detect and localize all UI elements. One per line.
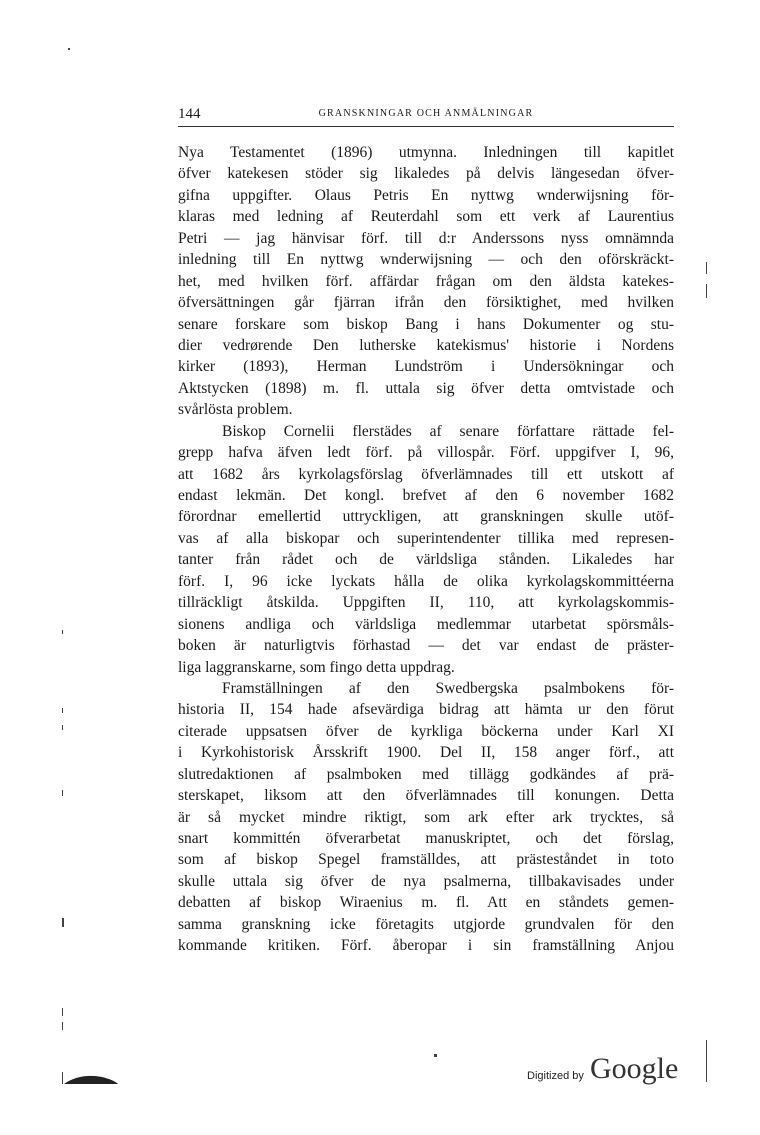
text-line — [178, 378, 674, 399]
text-line-content: öfver katekesen stöder sig likaledes på delvis längesedan öfver- — [178, 165, 674, 183]
text-line — [178, 571, 674, 592]
scan-artifact — [62, 1022, 63, 1030]
text-line — [178, 592, 674, 613]
page-header — [178, 106, 674, 128]
text-line-content: tanter från rådet och de världsliga stånden. Likaledes har — [178, 551, 674, 569]
text-line — [178, 549, 674, 570]
text-line-content: dier vedrørende Den lutherske katekismus' historie i Nordens — [178, 336, 674, 354]
text-line — [178, 399, 674, 420]
text-line-content: boken är naturligtvis förhastad — det var endast de präster- — [178, 637, 674, 655]
text-line-content: slutredaktionen af psalmboken med tillägg godkändes af prä- — [178, 765, 674, 783]
text-line-content: i Kyrkohistorisk Årsskrift 1900. Del II, 158 anger förf., att — [178, 744, 674, 762]
text-line-content: grepp hafva äfven ledt förf. på villospår. Förf. uppgifver I, 96, — [178, 444, 674, 462]
text-line-content: gifna uppgifter. Olaus Petris En nyttwg wnderwijsning för- — [178, 186, 674, 204]
text-line-content: Petri — jag hänvisar förf. till d:r Anderssons nyss omnämnda — [178, 229, 674, 247]
digitized-by-label: Digitized by — [527, 1070, 584, 1082]
text-line-content: förordnar emellertid uttryckligen, att granskningen skulle utöf- — [178, 508, 674, 526]
text-line-content: förf. I, 96 icke lyckats hålla de olika kyrkolagskommittéerna — [178, 572, 674, 590]
text-line — [178, 935, 674, 956]
text-line-content: kommande kritiken. Förf. åberopar i sin framställning Anjou — [178, 937, 674, 955]
text-line-content: kirker (1893), Herman Lundström i Undersökningar och — [178, 358, 674, 376]
scan-artifact — [62, 725, 63, 730]
text-line — [178, 228, 674, 249]
scan-artifact — [706, 1040, 707, 1082]
digitization-watermark — [527, 1052, 687, 1092]
text-line-content: tillräckligt åtskilda. Uppgiften II, 110, att kyrkolagskommis- — [178, 594, 674, 612]
text-line-content: inledning till En nyttwg wnderwijsning — och den oförskräckt- — [178, 251, 674, 269]
text-line — [178, 206, 674, 227]
text-line-content: att 1682 års kyrkolagsförslag öfverlämnades till ett utskott af — [178, 465, 674, 483]
text-line — [178, 892, 674, 913]
text-line — [178, 914, 674, 935]
text-line — [178, 314, 674, 335]
text-line — [178, 764, 674, 785]
text-line — [178, 142, 674, 163]
text-line — [178, 721, 674, 742]
text-line-content: vas af alla biskopar och superintendenter tillika med represen- — [178, 529, 674, 547]
text-line-content: endast lekmän. Det kongl. brefvet af den 6 november 1682 — [178, 487, 674, 504]
text-line — [178, 442, 674, 463]
text-line-content: samma granskning icke företagits utgjorde grundvalen för den — [178, 915, 674, 933]
text-line-content: senare forskare som biskop Bang i hans Dokumenter og stu- — [178, 315, 674, 333]
scan-artifact — [62, 630, 63, 634]
text-line-content: sterskapet, liksom att den öfverlämnades till konungen. Detta — [178, 787, 674, 805]
text-line — [178, 249, 674, 270]
text-line — [178, 485, 674, 506]
text-line — [178, 421, 674, 442]
text-line — [178, 292, 674, 313]
text-line — [178, 506, 674, 527]
text-line-content: öfversättningen går fjärran ifrån den försiktighet, med hvilken — [178, 294, 674, 312]
text-line — [178, 699, 674, 720]
running-head: GRANSKNINGAR OCH ANMÄLNINGAR — [318, 108, 534, 119]
scan-artifact — [62, 790, 63, 796]
text-line — [178, 185, 674, 206]
text-line — [178, 807, 674, 828]
text-line-content: som af biskop Spegel framställdes, att prästeståndet in toto — [178, 851, 674, 869]
text-line — [178, 871, 674, 892]
scan-artifact — [68, 48, 70, 50]
text-line-content: liga laggranskarne, som fingo detta uppdrag. — [178, 658, 455, 676]
page-number: 144 — [178, 106, 201, 122]
text-line — [178, 528, 674, 549]
text-line — [178, 635, 674, 656]
scan-artifact — [706, 284, 707, 298]
text-line-content: skulle uttala sig öfver de nya psalmerna, tillbakavisades under — [178, 872, 674, 890]
text-line-content: het, med hvilken förf. affärdar frågan om den äldsta katekes- — [178, 272, 674, 290]
text-line — [178, 742, 674, 763]
scan-artifact — [62, 708, 63, 713]
text-line-content: Aktstycken (1898) m. fl. uttala sig öfver detta omtvistade och — [178, 379, 674, 397]
text-line — [178, 785, 674, 806]
text-line — [178, 464, 674, 485]
scan-artifact — [706, 262, 707, 274]
text-line-content: klaras med ledning af Reuterdahl som ett verk af Laurentius — [178, 208, 674, 226]
text-line-content: historia II, 154 hade afsevärdiga bidrag att hämta ur den förut — [178, 701, 674, 719]
text-line — [178, 614, 674, 635]
text-line-content: Biskop Cornelii flerstädes af senare författare rättade fel- — [222, 422, 674, 440]
text-line — [178, 657, 674, 678]
text-line — [178, 271, 674, 292]
text-line — [178, 356, 674, 377]
text-line-content: svårlösta problem. — [178, 401, 293, 419]
thumb-shadow-artifact — [62, 1071, 120, 1085]
text-line — [178, 678, 674, 699]
text-line-content: sionens andliga och världsliga medlemmar utarbetat spörsmåls- — [178, 615, 674, 633]
text-line-content: debatten af biskop Wiraenius m. fl. Att en ståndets gemen- — [178, 894, 674, 912]
body-text — [178, 142, 674, 957]
google-logo: Google — [590, 1052, 679, 1085]
text-line — [178, 849, 674, 870]
text-line-content: Framställningen af den Swedbergska psalmbokens för- — [222, 679, 674, 697]
text-line — [178, 335, 674, 356]
text-line — [178, 828, 674, 849]
scan-artifact — [62, 1008, 63, 1016]
text-line-content: citerade uppsatsen öfver de kyrkliga böckerna under Karl XI — [178, 722, 674, 740]
text-line-content: snart kommittén öfverarbetat manuskriptet, och det förslag, — [178, 830, 674, 847]
header-rule — [178, 126, 674, 127]
text-line — [178, 163, 674, 184]
scan-artifact — [62, 918, 64, 927]
text-line-content: Nya Testamentet (1896) utmynna. Inledningen till kapitlet — [178, 144, 674, 161]
scan-artifact — [434, 1054, 437, 1057]
text-line-content: är så mycket mindre riktigt, som ark efter ark trycktes, så — [178, 808, 674, 826]
